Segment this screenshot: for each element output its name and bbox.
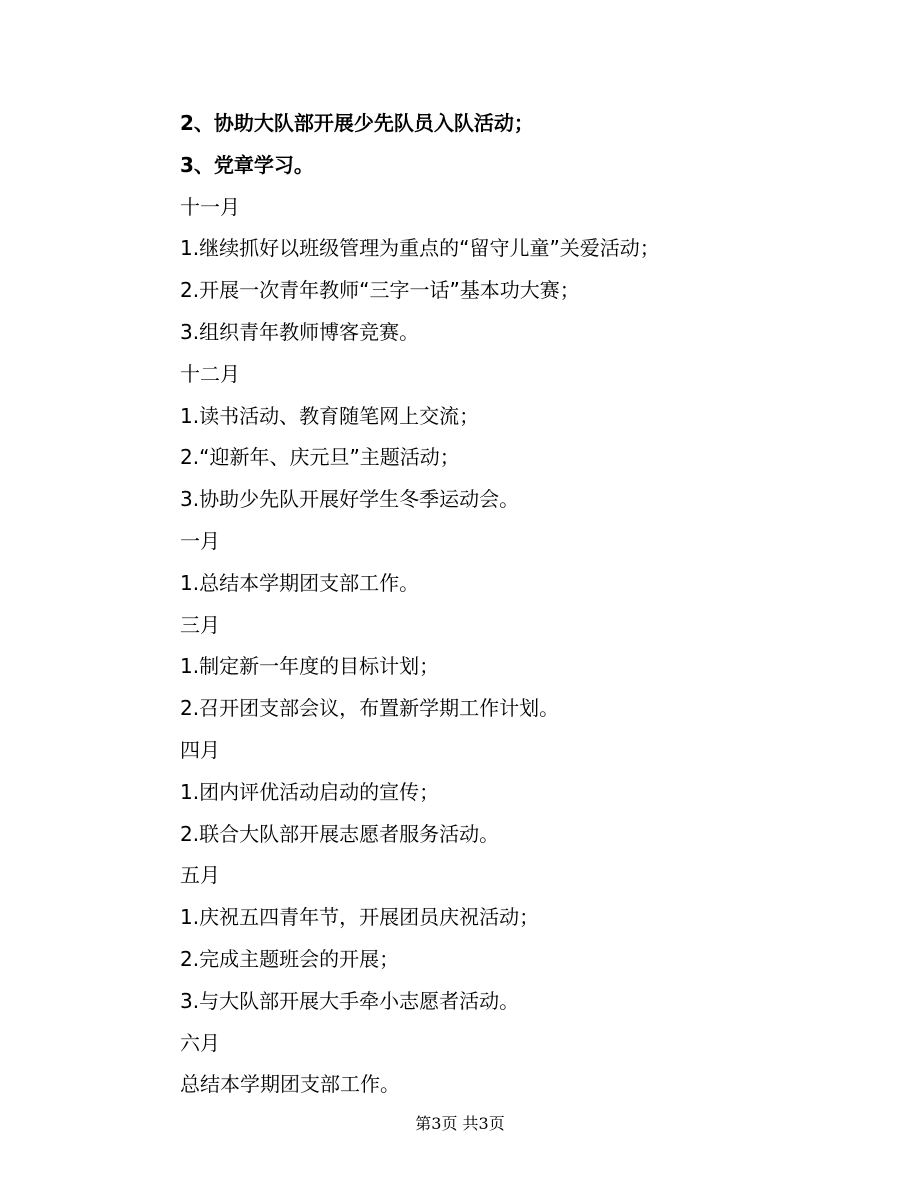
list-item: 3.协助少先队开展好学生冬季运动会。 xyxy=(180,487,520,512)
list-item: 1.读书活动、教育随笔网上交流； xyxy=(180,403,480,428)
list-item-party-study: 3、党章学习。 xyxy=(180,152,314,177)
list-item: 1.制定新一年度的目标计划； xyxy=(180,654,440,679)
list-item: 1.团内评优活动启动的宣传； xyxy=(180,779,440,804)
page-number-footer: 第3页 共3页 xyxy=(415,1114,505,1133)
list-item: 1.庆祝五四青年节，开展团员庆祝活动； xyxy=(180,905,540,930)
list-item: 总结本学期团支部工作。 xyxy=(180,1072,400,1097)
month-heading-november: 十一月 xyxy=(180,194,240,219)
month-heading-march: 三月 xyxy=(180,612,220,637)
list-item: 2.召开团支部会议，布置新学期工作计划。 xyxy=(180,696,560,721)
list-item: 1.继续抓好以班级管理为重点的“留守儿童”关爱活动； xyxy=(180,236,660,261)
list-item: 2.“迎新年、庆元旦”主题活动； xyxy=(180,445,460,470)
month-heading-january: 一月 xyxy=(180,528,220,553)
month-heading-may: 五月 xyxy=(180,863,220,888)
list-item: 3.组织青年教师博客竞赛。 xyxy=(180,319,420,344)
list-item: 2.开展一次青年教师“三字一话”基本功大赛； xyxy=(180,278,580,303)
list-item: 2.完成主题班会的开展； xyxy=(180,946,400,971)
document-body xyxy=(180,103,820,1106)
list-item: 1.总结本学期团支部工作。 xyxy=(180,570,420,595)
month-heading-december: 十二月 xyxy=(180,361,240,386)
list-item: 2.联合大队部开展志愿者服务活动。 xyxy=(180,821,500,846)
list-item: 3.与大队部开展大手牵小志愿者活动。 xyxy=(180,988,520,1013)
month-heading-april: 四月 xyxy=(180,737,220,762)
month-heading-june: 六月 xyxy=(180,1030,220,1055)
list-item-join-activity: 2、协助大队部开展少先队员入队活动； xyxy=(180,111,534,135)
